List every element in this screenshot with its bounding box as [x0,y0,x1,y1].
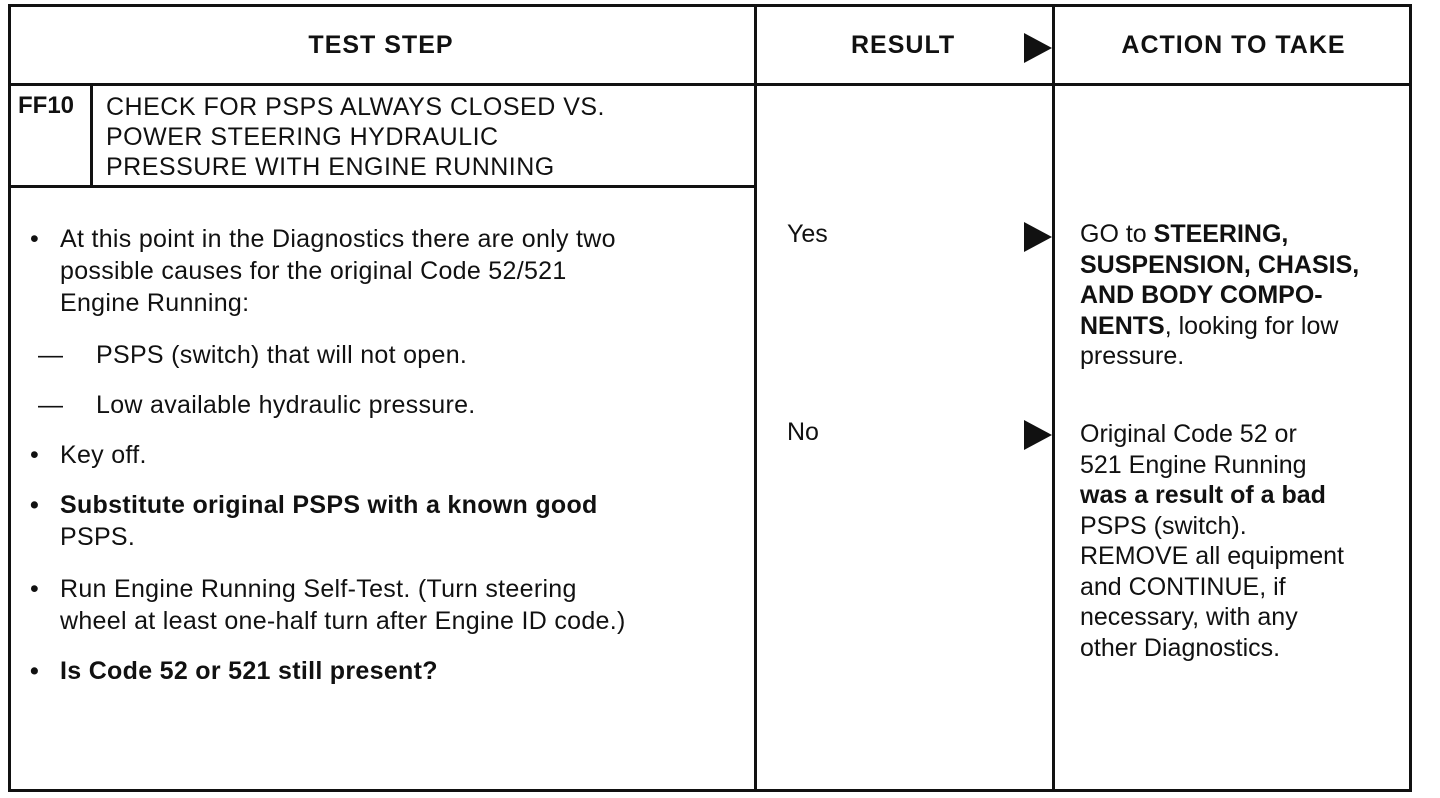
bullet-icon: • [30,225,40,253]
instruction-line: At this point in the Diagnostics there are only two [60,225,616,253]
action-line: SUSPENSION, CHASIS, [1080,250,1360,279]
instruction-item [30,223,740,319]
action-no [1080,419,1400,663]
action-line: AND BODY COMPO- [1080,281,1323,309]
header-result: RESULT [851,30,956,59]
bullet-icon: • [30,441,40,469]
action-line: PSPS (switch). [1080,511,1247,540]
action-line: NENTS, looking for low [1080,311,1339,340]
step-title-line: POWER STEERING HYDRAULIC [106,123,499,151]
instruction-line: Is Code 52 or 521 still present? [60,657,438,685]
column-divider-2 [1052,4,1055,792]
result-no-arrow-icon [1024,420,1052,450]
instruction-item [38,389,748,421]
bullet-icon: • [30,657,40,685]
instruction-line: Substitute original PSPS with a known good [60,491,598,519]
instruction-line: PSPS (switch) that will not open. [96,341,468,369]
bullet-icon: • [30,491,40,519]
action-line: other Diagnostics. [1080,633,1281,662]
action-line: Original Code 52 or [1080,420,1297,448]
action-line: and CONTINUE, if [1080,572,1286,601]
instruction-line: PSPS. [60,523,136,551]
instruction-item [30,573,740,637]
instruction-line: Engine Running: [60,289,250,317]
step-title-divider [8,185,757,188]
step-id-divider [90,83,93,188]
step-id: FF10 [18,92,75,119]
action-line: GO to STEERING, [1080,220,1289,248]
instruction-line: possible causes for the original Code 52/521 [60,257,567,285]
instruction-item [30,655,740,687]
header-arrow-icon [1024,33,1052,63]
action-line: REMOVE all equipment [1080,542,1345,570]
action-line: 521 Engine Running [1080,450,1307,479]
instruction-line: Low available hydraulic pressure. [96,391,476,419]
instruction-line: Run Engine Running Self-Test. (Turn steering [60,575,577,603]
step-title-line: CHECK FOR PSPS ALWAYS CLOSED VS. [106,93,605,121]
instruction-line: wheel at least one-half turn after Engine ID code.) [60,607,626,635]
dash-icon: — [38,391,64,419]
result-yes: Yes [787,220,828,248]
instruction-item [30,489,740,553]
instruction-item [38,339,748,371]
bullet-icon: • [30,575,40,603]
instruction-line: Key off. [60,441,147,469]
action-line: pressure. [1080,342,1185,370]
header-test-step: TEST STEP [308,30,454,59]
column-divider-1 [754,4,757,792]
dash-icon: — [38,341,64,369]
step-title-line: PRESSURE WITH ENGINE RUNNING [106,153,555,181]
action-line: necessary, with any [1080,603,1298,631]
step-title [106,92,746,182]
result-yes-arrow-icon [1024,222,1052,252]
header-action-to-take: ACTION TO TAKE [1121,30,1346,59]
result-no: No [787,418,819,446]
action-yes [1080,219,1400,372]
action-line: was a result of a bad [1080,481,1326,509]
instruction-item [30,439,740,471]
